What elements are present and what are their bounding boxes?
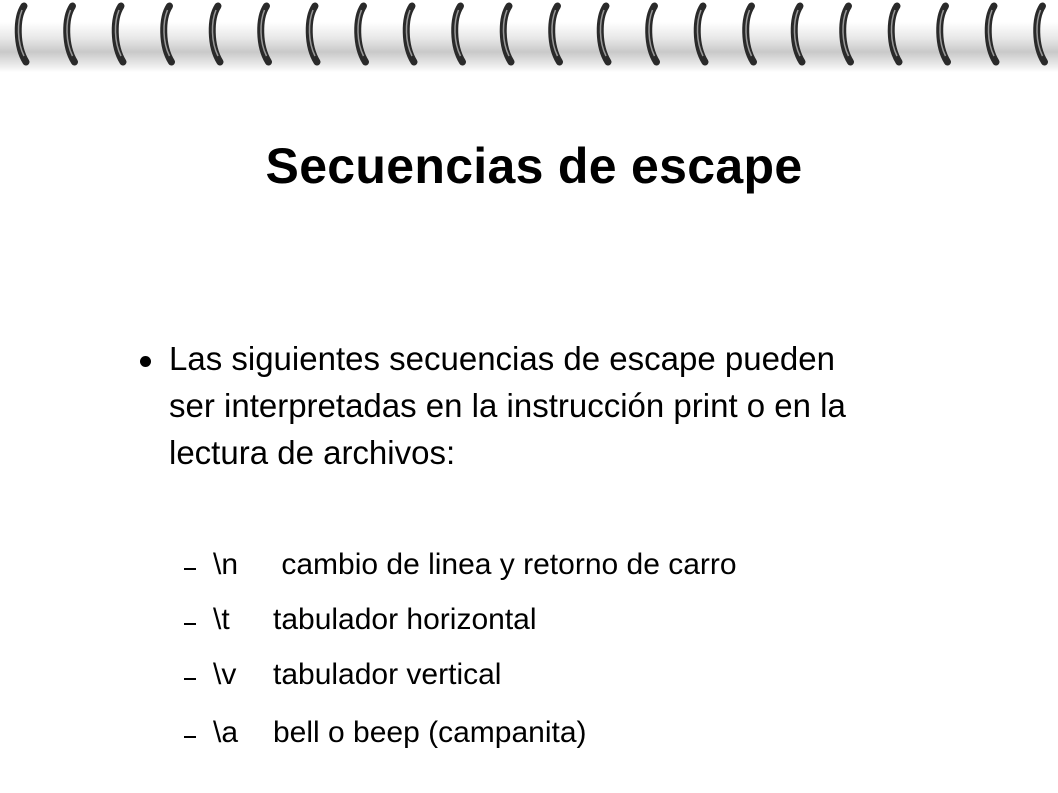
main-bullet-text: Las siguientes secuencias de escape pueden ser interpretadas en la instrucción print o en la lectura de archivos: bbox=[169, 340, 846, 471]
escape-code: \n bbox=[213, 548, 239, 581]
escape-description: tabulador horizontal bbox=[273, 603, 537, 636]
list-item bbox=[184, 655, 501, 695]
list-item bbox=[184, 600, 537, 640]
spiral-rings bbox=[0, 0, 1058, 72]
bullet-icon bbox=[140, 356, 151, 367]
escape-description: cambio de linea y retorno de carro bbox=[273, 548, 737, 581]
slide-title: Secuencias de escape bbox=[265, 138, 803, 194]
escape-description: tabulador vertical bbox=[273, 658, 502, 691]
dash-icon bbox=[184, 678, 196, 680]
spiral-binding bbox=[0, 0, 1058, 72]
escape-code: \a bbox=[213, 716, 239, 749]
list-item bbox=[184, 713, 587, 753]
escape-code: \t bbox=[213, 603, 230, 636]
escape-code: \v bbox=[213, 658, 237, 691]
dash-icon bbox=[184, 568, 196, 570]
dash-icon bbox=[184, 736, 196, 738]
escape-description: bell o beep (campanita) bbox=[273, 716, 587, 749]
list-item bbox=[184, 545, 737, 585]
dash-icon bbox=[184, 623, 196, 625]
